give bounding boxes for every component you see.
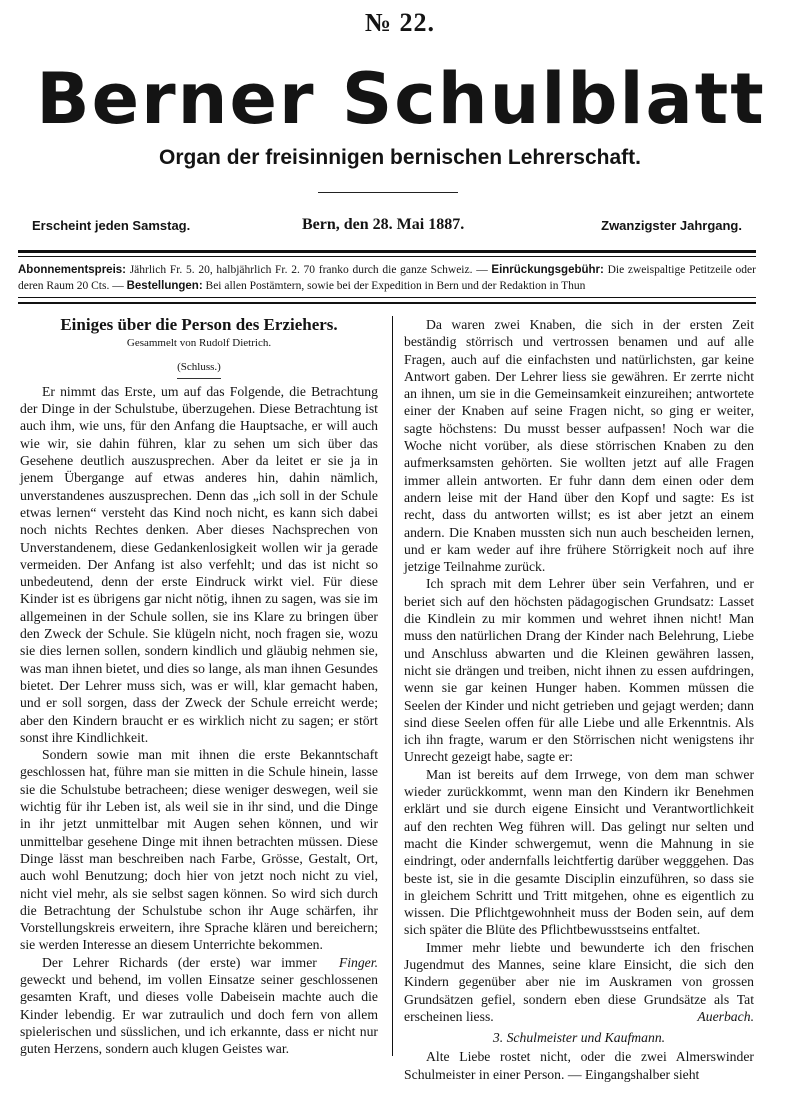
terms-text: Jährlich Fr. 5. 20, halbjährlich Fr. 2. 70 franko durch die ganze Schweiz. —	[126, 264, 492, 276]
terms-label: Einrückungsgebühr:	[491, 264, 604, 276]
article-note: (Schluss.)	[177, 360, 221, 373]
place-date: Bern, den 28. Mai 1887.	[302, 216, 465, 233]
signature: Auerbach.	[697, 1008, 754, 1024]
terms-text: Die zweispaltige Petitzeile oder deren Raum 20 Cts. —	[18, 264, 756, 292]
paragraph-text: Immer mehr liebte und bewunderte ich den frischen Jugendmut des Mannes, seine klare Einsicht, die sich den Kindern gegenüber aber nie im Auskramen von grossen Grundsätzen gefiel, sondern eben diese Grundsätze als Tat erscheinen liess.	[404, 939, 754, 1024]
paragraph: Man ist bereits auf dem Irrwege, von dem man schwer wieder zurückkommt, wenn man den Kindern ikr Benehmen erklärt und sie durch eigene Einsicht und Verantwortlichkeit auf den rechten Weg führen will. Das gelingt nur selten und macht die Kinder schwergemut, wenn die Mahnung in sie eindringt, oder andernfalls leichtfertig darüber wegggehen. Das beste ist, sie in die gesamte Disciplin einzuführen, so dass sie in gleichem Schritt und Tritt mitgehen, ohne es eigentlich zu wissen. Die Pflichtgewohnheit muss der Boden sein, auf dem sich später die Blüte des Pflichtbewusstseins entfaltet.	[404, 766, 754, 938]
terms-label: Abonnementspreis:	[18, 264, 126, 276]
masthead-subtitle: Organ der freisinnigen bernischen Lehrerschaft.	[159, 146, 641, 169]
paragraph	[404, 939, 754, 1025]
divider	[177, 378, 221, 379]
paragraph-text: Sondern sowie man mit ihnen die erste Bekanntschaft geschlossen hat, führe man sie mitten in die Schule hinein, lasse sie die Schulstube betracheen; diese weniger deswegen, weil sie wichtig für ihr Leben ist, als weil sie in ihr sind, und die Dinge in ihr jetzt unmittelbar mit Augen sehen können, und wir unmittelbar gesehene Dinge mit ihnen betrachten müssen. Diese Dinge lässt man beschreiben nach Farbe, Grösse, Gestalt, Ort, auch wohl Benutzung; doch hier von jetzt noch nicht zu viel, nicht viel mehr, als sie selbst sagen können. So wird sich durch die Betrachtung der Schulstube schon ihr Auge schärfen, ihr Vorstellungskreis erweitern, ihre Sprache klären und bereichern; sie werden Interesse an diesem Unterrichte bekommen.	[20, 747, 378, 953]
frequency: Erscheint jeden Samstag.	[32, 218, 191, 233]
section-heading: 3. Schulmeister und Kaufmann.	[492, 1030, 666, 1046]
right-column	[404, 316, 754, 1083]
column-divider	[392, 316, 393, 1056]
terms-label: Bestellungen:	[126, 280, 203, 292]
paragraph: Da waren zwei Knaben, die sich in der ersten Zeit beständig störrisch und vertrossen benamen und auf alle Fragen, auch auf die einfachsten und natürlichsten, gar keine Antwort gaben. Der Lehrer liess sie gewähren. Er zerrte nicht an ihnen, um sie in die Gemeinsamkeit einzureihen; antwortete einer der Knaben auf seine Fragen nicht, so ging er weiter, sagte höchstens: Du musst besser aufpassen! Noch war die Woche nicht vorüber, als diese störrischen Knaben zu den aufmerksamsten gehörten. Sie wollten jetzt auf alle Fragen immer allein antworten. Er fuhr dann dem einen oder dem andern leise mit der Hand über den Kopf und sagte: Es ist recht, dass du antworten willst; es ist aber jetzt an einem andern. Die Knaben mussten sich nun auch bescheiden lernen, und er kam weder auf ihre frühere Störrigkeit noch auf ihre jetzige Teilnahme zurück.	[404, 317, 754, 575]
subscription-terms	[18, 262, 756, 294]
divider	[18, 302, 756, 304]
paragraph	[20, 746, 378, 970]
paragraph: Alte Liebe rostet nicht, oder die zwei Almerswinder Schulmeister in einer Person. — Eingangshalber sieht	[404, 1049, 754, 1082]
issue-number: № 22.	[364, 8, 436, 37]
signature: Finger.	[338, 954, 378, 970]
left-column	[20, 316, 378, 1057]
divider	[18, 297, 756, 298]
divider	[18, 256, 756, 257]
paragraph: Ich sprach mit dem Lehrer über sein Verfahren, und er beriet sich auf den höchsten pädagogischen Grundsatz: Lasset die Kindlein zu mir kommen und wehret ihnen nicht! Man muss den natürlichen Drang der Kinder nach Belehrung, Liebe und Anschluss abwarten und die Kleinen gewähren lassen, nicht sie drängen und treiben, nicht ihnen zu essen aufdringen, wenn sie gar keinen Hunger haben. Kommen müssen die Seelen der Kinder und nicht getrieben und gejagt werden; dann sind diese Seelen offen für alle Liebe und alle Erkenntnis. Als ich ihn fragte, warum er den Störrischen nicht wenigstens ihr Unrecht gezeigt habe, sagte er:	[404, 576, 754, 765]
masthead-title: Berner Schulblatt	[36, 58, 766, 140]
article-byline: Gesammelt von Rudolf Dietrich.	[126, 337, 272, 350]
publication-info	[32, 216, 742, 238]
terms-text: Bei allen Postämtern, sowie bei der Expedition in Bern und der Redaktion in Thun	[202, 280, 586, 292]
paragraph: Er nimmt das Erste, um auf das Folgende, die Betrachtung der Dinge in der Schulstube, überzugehen. Diese Betrachtung ist auch ihm, wie uns, für den Anfang die Hauptsache, er will auch wie wir, sie dahin führen, klar zu sehen um sich über das Gesehene deutlich auszusprechen. Aber da leitet er sie ja in jenem Übergange auf etwas anderes hin, dahin nämlich, unverstandenes auszusprechen. Denn das „ich soll in der Schule etwas lernen“ versteht das Kind noch nicht, es kann sich dabei noch nichts Rechtes denken. Aber dieses Nachsprechen von Unverstandenem, diese Gedankenlosigkeit wollen wir ja gerade vermeiden. Der Anfang ist also verfehlt; und das ist nicht so unbedeutend, denn der erste Eindruck wirkt viel. Für diese Kinder ist es übrigens gar nicht nötig, ihnen zu sagen, was sie im allgemeinen in der Schule sollen, sie ins Klare zu bringen über den Zweck der Schule. Sie klügeln nicht, noch fragen sie, wozu sie dies lernen sollen, sondern kindlich und gläubig nehmen sie, was man ihnen bietet, und dies so lange, als man ihnen Gesundes bietet. Der Lehrer muss sich, was er will, klar gemacht haben, und er soll sorgen, dass der Zweck der Schule erreicht werde; aber den Kindern braucht er es wirklich nicht zu sagen; er stört sonst ihre Kindlichkeit.	[20, 383, 378, 745]
volume: Zwanzigster Jahrgang.	[601, 218, 742, 233]
paragraph: Der Lehrer Richards (der erste) war immer geweckt und behend, im vollen Einsatze seiner geschlossenen gesamten Kraft, und dieses volle Dabeisein machte auch die Kinder lebendig. Er war zutraulich und doch fern von allem spielerischen und süsslichen, und ich erkannte, dass er nicht nur guten Herzens, sondern auch klugen Geistes war.	[20, 954, 378, 1057]
article-title: Einiges über die Person des Erziehers.	[60, 315, 338, 334]
divider	[318, 192, 458, 193]
divider	[18, 250, 756, 253]
